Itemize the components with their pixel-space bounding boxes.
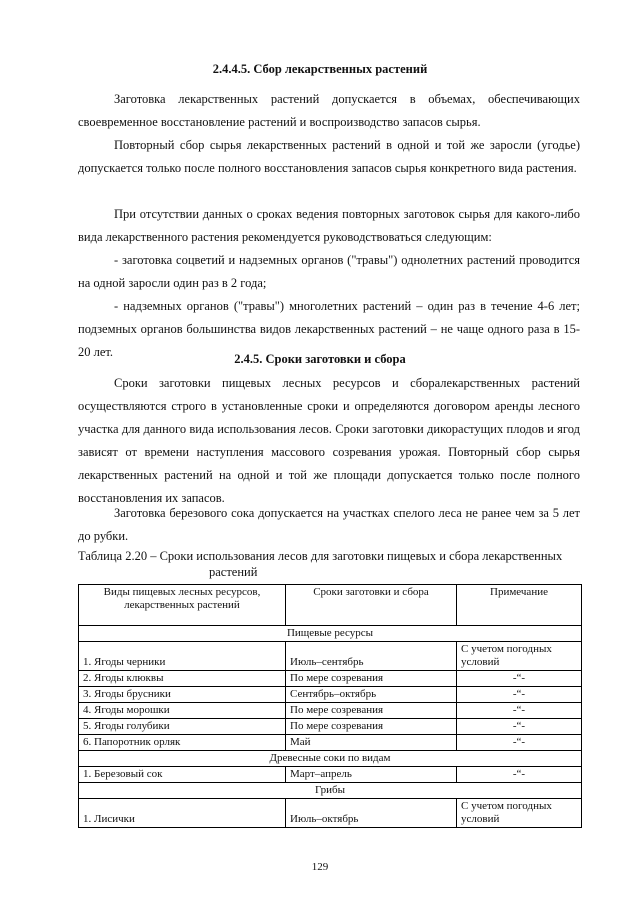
cell-note: -“- (457, 735, 582, 751)
paragraph-6 (78, 372, 580, 510)
paragraph-7-text: Заготовка березового сока допускается на участках спелого леса не ранее чем за 5 лет до рубки. (78, 506, 580, 543)
cell-terms: Июль–сентябрь (286, 642, 457, 671)
table-caption (78, 548, 588, 580)
cell-note: С учетом погодных условий (457, 642, 582, 671)
harvest-terms-table (78, 584, 582, 828)
section-row (79, 783, 582, 799)
cell-species: 5. Ягоды голубики (79, 719, 286, 735)
table-row (79, 687, 582, 703)
cell-note: -“- (457, 687, 582, 703)
paragraph-1-text: Заготовка лекарственных растений допускается в объемах, обеспечивающих своевременное восстановление растений и воспроизводство запасов сырья. (78, 92, 580, 129)
cell-terms: По мере созревания (286, 719, 457, 735)
cell-species: 4. Ягоды морошки (79, 703, 286, 719)
cell-species: 3. Ягоды брусники (79, 687, 286, 703)
section-row (79, 626, 582, 642)
table-row (79, 767, 582, 783)
paragraph-6-text: Сроки заготовки пищевых лесных ресурсов и сборалекарственных растений осуществляются строго в установленные сроки и определяются договором аренды лесного участка для данного вида использования лесов. Сроки заготовки дикорастущих плодов и ягод зависят от времени наступления массового созревания урожая. Повторный сбор сырья лекарственных растений на одной и той же площади допускается только после полного восстановления их запасов. (78, 376, 580, 505)
cell-note: С учетом погодных условий (457, 799, 582, 828)
section-label-food-resources: Пищевые ресурсы (79, 626, 582, 642)
table-caption-line-2: растений (209, 565, 258, 579)
cell-terms: По мере созревания (286, 703, 457, 719)
table-row (79, 799, 582, 828)
paragraph-4 (78, 249, 580, 295)
paragraph-4-text: - заготовка соцветий и надземных органов ("травы") однолетних растений проводится на одной заросли один раз в 2 года; (78, 253, 580, 290)
table-row (79, 671, 582, 687)
section-label-mushrooms: Грибы (79, 783, 582, 799)
table-row (79, 703, 582, 719)
cell-species: 2. Ягоды клюквы (79, 671, 286, 687)
cell-species: 6. Папоротник орляк (79, 735, 286, 751)
paragraph-3-text: При отсутствии данных о сроках ведения повторных заготовок сырья для какого-либо вида лекарственного растения рекомендуется руководствоваться следующим: (78, 207, 580, 244)
paragraph-2 (78, 134, 580, 180)
paragraph-3 (78, 203, 580, 249)
section-heading-2-4-5: 2.4.5. Сроки заготовки и сбора (234, 352, 406, 366)
cell-terms: Сентябрь–октябрь (286, 687, 457, 703)
cell-species: 1. Лисички (79, 799, 286, 828)
cell-species: 1. Ягоды черники (79, 642, 286, 671)
table-row (79, 642, 582, 671)
table-caption-line-1: Таблица 2.20 – Сроки использования лесов для заготовки пищевых и сбора лекарственных (78, 549, 563, 563)
cell-note: -“- (457, 719, 582, 735)
header-cell-species: Виды пищевых лесных ресурсов, лекарственных растений (79, 585, 286, 626)
cell-terms: По мере созревания (286, 671, 457, 687)
cell-note: -“- (457, 703, 582, 719)
paragraph-1 (78, 88, 580, 134)
cell-terms: Июль–октябрь (286, 799, 457, 828)
table-row (79, 719, 582, 735)
section-row (79, 751, 582, 767)
cell-note: -“- (457, 671, 582, 687)
cell-note: -“- (457, 767, 582, 783)
page-number: 129 (311, 861, 329, 873)
paragraph-2-text: Повторный сбор сырья лекарственных растений в одной и той же заросли (угодье) допускается только после полного восстановления запасов сырья конкретного вида растения. (78, 138, 580, 175)
cell-terms: Март–апрель (286, 767, 457, 783)
table-header-row (79, 585, 582, 626)
section-heading-2-4-4-5: 2.4.4.5. Сбор лекарственных растений (212, 62, 428, 76)
header-cell-terms: Сроки заготовки и сбора (286, 585, 457, 626)
cell-terms: Май (286, 735, 457, 751)
table-row (79, 735, 582, 751)
section-label-tree-saps: Древесные соки по видам (79, 751, 582, 767)
cell-species: 1. Березовый сок (79, 767, 286, 783)
paragraph-5-text: - надземных органов ("травы") многолетних растений – один раз в течение 4-6 лет; подземных органов большинства видов лекарственных растений – не чаще одного раза в 15-20 лет. (78, 299, 580, 359)
header-cell-note: Примечание (457, 585, 582, 626)
paragraph-7 (78, 502, 580, 548)
